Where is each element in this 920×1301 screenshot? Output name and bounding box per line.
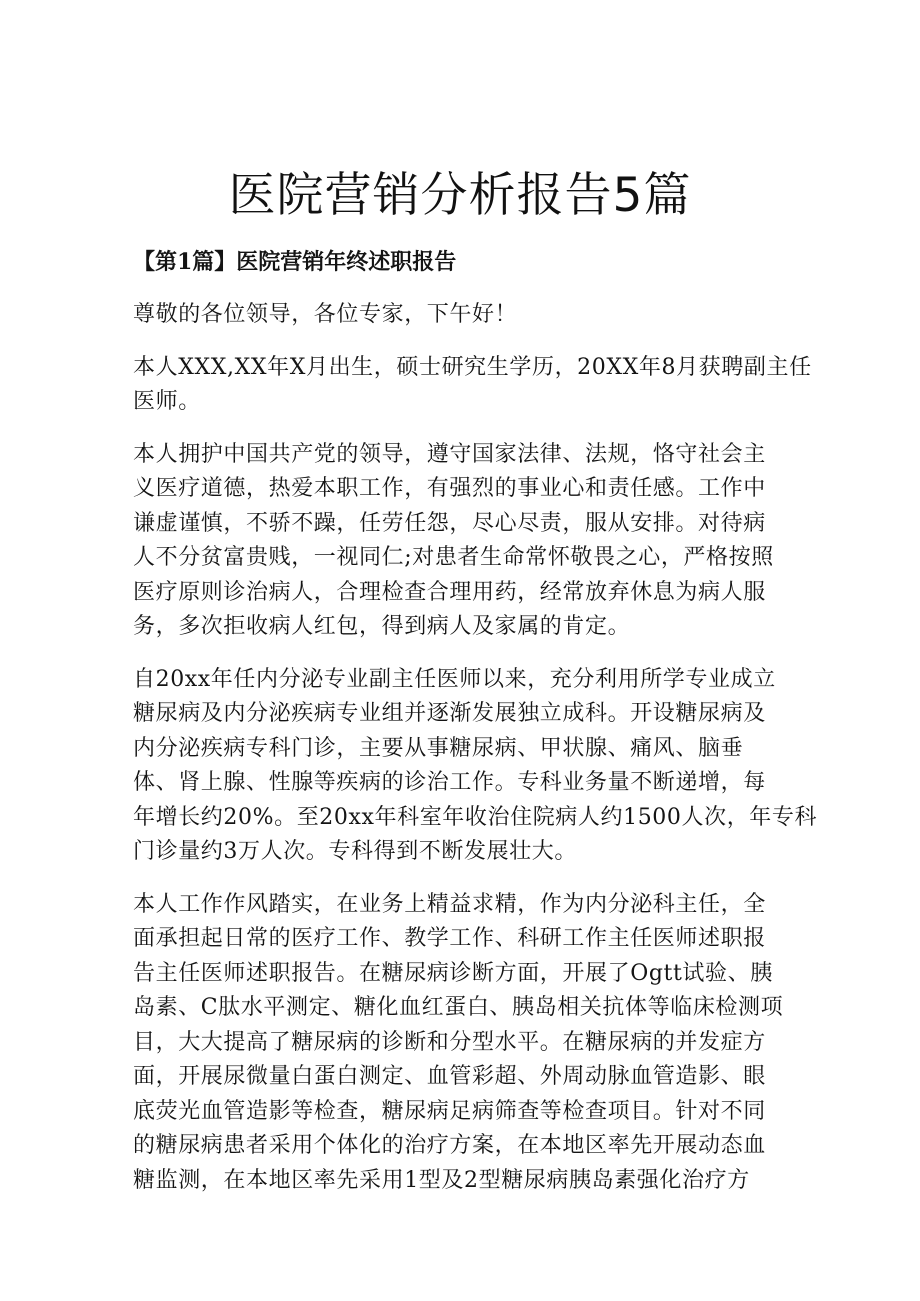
paragraph-line: 医疗原则诊治病人，合理检查合理用药，经常放弃休息为病人服 [133,579,766,605]
paragraph-line: 尊敬的各位领导，各位专家，下午好！ [133,302,518,327]
paragraph-line: 面，开展尿微量白蛋白测定、血管彩超、外周动脉血管造影、眼 [133,1064,766,1089]
paragraph-line: 体、肾上腺、性腺等疾病的诊治工作。专科业务量不断递增，每 [133,770,766,795]
paragraph [133,438,793,645]
document-body [133,244,818,1216]
paragraph-line: 糖监测，在本地区率先采用1型及2型糖尿病胰岛素强化治疗方 [133,1167,750,1193]
paragraph-line: 的糖尿病患者采用个体化的治疗方案，在本地区率先开展动态血 [133,1133,766,1158]
paragraph-line: 谦虚谨慎，不骄不躁，任劳任怨，尽心尽责，服从安排。对待病 [133,510,766,536]
paragraph-line: 自20xx年任内分泌专业副主任医师以来，充分利用所学专业成立 [133,666,776,692]
paragraph-line: 本人XXX,XX年X月出生，硕士研究生学历，20XX年8月获聘副主任 [133,354,812,380]
paragraph [133,888,793,1199]
paragraph-line: 目，大大提高了糖尿病的诊断和分型水平。在糖尿病的并发症方 [133,1029,766,1055]
paragraph-line: 务，多次拒收病人红包，得到病人及家属的肯定。 [133,614,631,639]
paragraph-line: 门诊量约3万人次。专科得到不断发展壮大。 [133,839,577,864]
paragraph-line: 岛素、C肽水平测定、糖化血红蛋白、胰岛相关抗体等临床检测项 [133,995,784,1020]
paragraph-line: 本人工作作风踏实，在业务上精益求精，作为内分泌科主任，全 [133,891,766,917]
paragraph-line: 本人拥护中国共产党的领导，遵守国家法律、法规，恪守社会主 [133,441,766,467]
paragraph [133,298,793,333]
paragraph-line: 告主任医师述职报告。在糖尿病诊断方面，开展了Ogtt试验、胰 [133,960,773,986]
paragraph-line: 内分泌疾病专科门诊，主要从事糖尿病、甲状腺、痛风、脑垂 [133,735,744,761]
paragraph-line: 义医疗道德，热爱本职工作，有强烈的事业心和责任感。工作中 [133,476,766,501]
paragraph-line: 年增长约20%。至20xx年科室年收治住院病人约1500人次，年专科 [133,804,818,830]
document-title: 医院营销分析报告5篇 [228,168,692,223]
paragraph-line: 医师。 [133,389,201,414]
section-heading: 【第1篇】医院营销年终述职报告 [133,249,457,275]
paragraph-line: 人不分贫富贵贱，一视同仁;对患者生命常怀敬畏之心，严格按照 [133,545,774,570]
paragraph-line: 底荧光血管造影等检查，糖尿病足病筛查等检查项目。针对不同 [133,1098,766,1124]
paragraph-line: 糖尿病及内分泌疾病专业组并逐渐发展独立成科。开设糖尿病及 [133,701,766,726]
paragraph [133,351,812,420]
paragraph-line: 面承担起日常的医疗工作、教学工作、科研工作主任医师述职报 [133,926,766,951]
paragraph-list [133,298,818,1198]
paragraph [133,663,818,870]
